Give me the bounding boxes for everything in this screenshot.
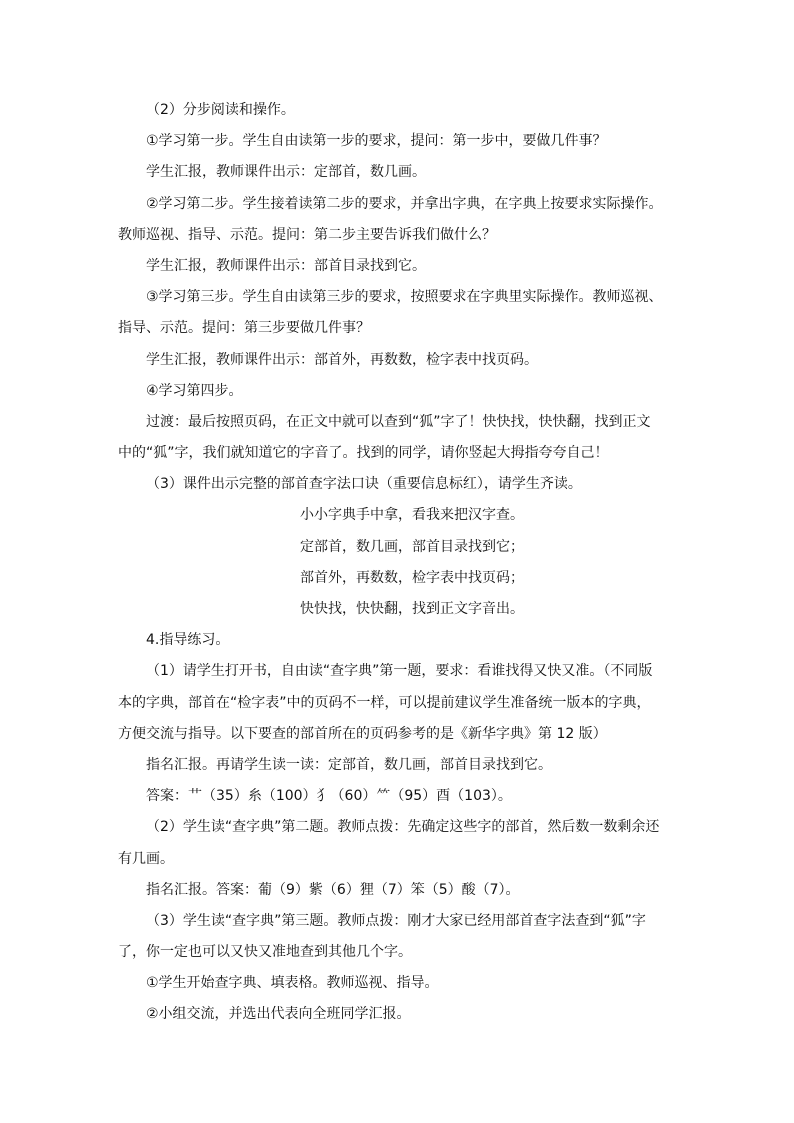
paragraph-line: ①学习第一步。学生自由读第一步的要求，提问：第一步中，要做几件事？	[146, 133, 607, 150]
paragraph-line: 4.指导练习。	[146, 632, 230, 649]
poem-line: 快快找，快快翻，找到正文字音出。	[300, 601, 524, 617]
paragraph-line: （3）课件出示完整的部首查字法口诀（重要信息标红），请学生齐读。	[146, 476, 582, 493]
paragraph-line: ①学生开始查字典、填表格。教师巡视、指导。	[146, 975, 439, 992]
paragraph-line: 本的字典，部首在“检字表”中的页码不一样，可以提前建议学生准备统一版本的字典，	[118, 694, 651, 711]
paragraph-line: 方便交流与指导。以下要查的部首所在的页码参考的是《新华字典》第 12 版）	[118, 725, 607, 742]
paragraph-line: 学生汇报，教师课件出示：部首外，再数数，检字表中找页码。	[146, 351, 538, 368]
paragraph-line: 指名汇报。再请学生读一读：定部首，数几画，部首目录找到它。	[146, 756, 552, 773]
poem-line: 小小字典手中拿，看我来把汉字查。	[300, 507, 524, 524]
paragraph-line: 指名汇报。答案：葡（9）紫（6）狸（7）笨（5）酸（7）。	[146, 881, 520, 898]
paragraph-line: 指导、示范。提问：第三步要做几件事？	[118, 320, 370, 337]
paragraph-line: ②学习第二步。学生接着读第二步的要求，并拿出字典，在字典上按要求实际操作。	[146, 195, 663, 212]
paragraph-line: （1）请学生打开书，自由读“查字典”第一题，要求：看谁找得又快又准。（不同版	[146, 663, 653, 680]
paragraph-line: ③学习第三步。学生自由读第三步的要求，按照要求在字典里实际操作。教师巡视、	[146, 289, 663, 306]
poem-line: 定部首，数几画，部首目录找到它；	[300, 538, 524, 555]
paragraph-line: 了，你一定也可以又快又准地查到其他几个字。	[118, 944, 412, 961]
paragraph-line: 中的“狐”字，我们就知道它的字音了。找到的同学，请你竖起大拇指夸夸自己！	[118, 445, 609, 462]
paragraph-line: 教师巡视、指导、示范。提问：第二步主要告诉我们做什么？	[118, 226, 496, 243]
paragraph-line: 学生汇报，教师课件出示：部首目录找到它。	[146, 257, 426, 274]
poem-line: 部首外，再数数，检字表中找页码；	[300, 569, 524, 586]
paragraph-line: 过渡：最后按照页码，在正文中就可以查到“狐”字了！快快找，快快翻，找到正文	[146, 413, 651, 430]
paragraph-line: （2）学生读“查字典”第二题。教师点拨：先确定这些字的部首，然后数一数剩余还	[146, 819, 660, 836]
paragraph-line: ②小组交流，并选出代表向全班同学汇报。	[146, 1006, 411, 1023]
paragraph-line: 答案：艹（35）糸（100）犭（60）⺮（95）酉（103）。	[146, 788, 512, 805]
paragraph-line: （2）分步阅读和操作。	[146, 102, 295, 118]
paragraph-line: 学生汇报，教师课件出示：定部首，数几画。	[146, 164, 426, 181]
paragraph-line: 有几画。	[118, 850, 174, 867]
document-body	[118, 95, 678, 1031]
paragraph-line: ④学习第四步。	[146, 382, 243, 399]
paragraph-line: （3）学生读“查字典”第三题。教师点拨：刚才大家已经用部首查字法查到“狐”字	[146, 912, 646, 929]
